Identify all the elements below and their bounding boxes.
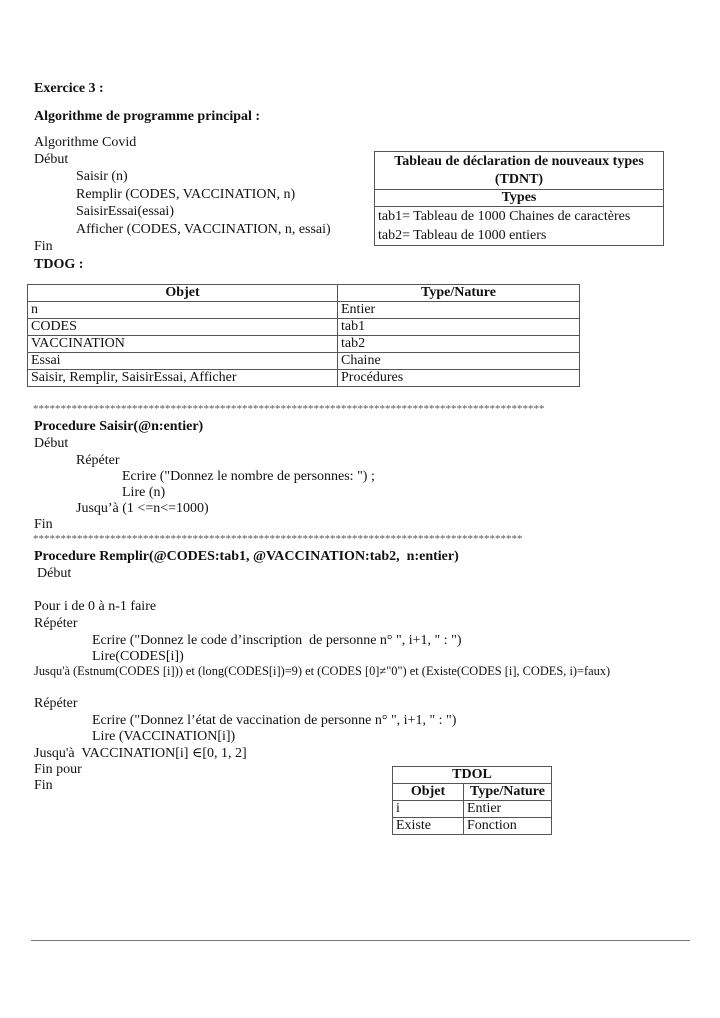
tdnt-title bbox=[375, 152, 664, 190]
code-line: Jusqu’à (1 <=n<=1000) bbox=[76, 501, 209, 516]
algo-line: Fin bbox=[34, 239, 53, 254]
tdol-header-objet: Objet bbox=[393, 784, 464, 801]
tdnt-title-line: (TDNT) bbox=[494, 171, 544, 187]
tdog-cell-type: Chaine bbox=[338, 353, 580, 370]
code-line: Répéter bbox=[34, 696, 78, 711]
algo-line: SaisirEssai(essai) bbox=[76, 204, 174, 219]
tdog-header-objet: Objet bbox=[28, 285, 338, 302]
tdnt-title-line: Tableau de déclaration de nouveaux types bbox=[394, 153, 644, 169]
code-line: Début bbox=[34, 436, 69, 451]
code-line: Pour i de 0 à n-1 faire bbox=[34, 599, 157, 614]
table-row bbox=[28, 353, 580, 370]
proc-saisir-signature: Procedure Saisir(@n:entier) bbox=[34, 419, 204, 434]
code-line: Jusqu'à (Estnum(CODES [i])) et (long(CODES[i])=9) et (CODES [0]≠"0") et (Existe(CODES [i], CODES, i)=faux) bbox=[34, 664, 611, 678]
tdog-cell-objet: VACCINATION bbox=[28, 336, 338, 353]
code-line: Lire (n) bbox=[122, 485, 166, 500]
tdog-header-type: Type/Nature bbox=[338, 285, 580, 302]
table-row bbox=[393, 801, 552, 818]
tdnt-row: tab2= Tableau de 1000 entiers bbox=[378, 228, 547, 243]
tdol-title: TDOL bbox=[393, 767, 552, 784]
tdol-header-type: Type/Nature bbox=[464, 784, 552, 801]
code-line: Répéter bbox=[76, 453, 120, 468]
tdog-cell-objet: Saisir, Remplir, SaisirEssai, Afficher bbox=[28, 370, 338, 387]
main-algorithm-heading: Algorithme de programme principal : bbox=[34, 109, 261, 124]
code-line: Ecrire ("Donnez l’état de vaccination de personne n° ", i+1, " : ") bbox=[92, 713, 457, 728]
code-line: Lire(CODES[i]) bbox=[92, 649, 184, 664]
separator-stars: ***************************************************************************************** bbox=[33, 533, 523, 545]
code-line: Fin bbox=[34, 778, 53, 793]
algo-line: Afficher (CODES, VACCINATION, n, essai) bbox=[76, 222, 331, 237]
tdnt-types-cell bbox=[375, 207, 664, 246]
tdol-cell-type: Entier bbox=[464, 801, 552, 818]
code-line: Début bbox=[37, 566, 72, 581]
code-line: Jusqu'à VACCINATION[i] ∈[0, 1, 2] bbox=[34, 746, 247, 761]
tdog-cell-type: Entier bbox=[338, 302, 580, 319]
code-line: Répéter bbox=[34, 616, 78, 631]
tdog-cell-objet: Essai bbox=[28, 353, 338, 370]
footer-divider bbox=[31, 940, 690, 941]
tdnt-row: tab1= Tableau de 1000 Chaines de caractères bbox=[378, 209, 631, 224]
code-line: Lire (VACCINATION[i]) bbox=[92, 729, 236, 744]
tdol-cell-objet: Existe bbox=[393, 818, 464, 835]
tdog-label: TDOG : bbox=[34, 257, 84, 272]
tdog-cell-type: tab2 bbox=[338, 336, 580, 353]
algo-line: Algorithme Covid bbox=[34, 135, 137, 150]
tdol-cell-objet: i bbox=[393, 801, 464, 818]
table-row bbox=[28, 319, 580, 336]
code-line: Fin bbox=[34, 517, 53, 532]
tdol-table bbox=[392, 766, 552, 835]
tdnt-table bbox=[374, 151, 664, 246]
code-line: Ecrire ("Donnez le code d’inscription de personne n° ", i+1, " : ") bbox=[92, 633, 462, 648]
tdog-cell-type: Procédures bbox=[338, 370, 580, 387]
table-row bbox=[393, 818, 552, 835]
tdog-cell-objet: CODES bbox=[28, 319, 338, 336]
separator-stars: ********************************************************************************************* bbox=[33, 403, 545, 415]
code-line: Ecrire ("Donnez le nombre de personnes: ") ; bbox=[122, 469, 375, 484]
tdog-cell-type: tab1 bbox=[338, 319, 580, 336]
table-row bbox=[28, 336, 580, 353]
table-row bbox=[28, 302, 580, 319]
algo-line: Début bbox=[34, 152, 69, 167]
tdnt-header: Types bbox=[375, 190, 664, 207]
code-line: Fin pour bbox=[34, 762, 82, 777]
table-row bbox=[28, 370, 580, 387]
tdol-cell-type: Fonction bbox=[464, 818, 552, 835]
exercise-title: Exercice 3 : bbox=[34, 81, 104, 96]
algo-line: Saisir (n) bbox=[76, 169, 128, 184]
tdog-table bbox=[27, 284, 580, 387]
proc-remplir-signature: Procedure Remplir(@CODES:tab1, @VACCINATION:tab2, n:entier) bbox=[34, 549, 459, 564]
algo-line: Remplir (CODES, VACCINATION, n) bbox=[76, 187, 296, 202]
tdog-cell-objet: n bbox=[28, 302, 338, 319]
